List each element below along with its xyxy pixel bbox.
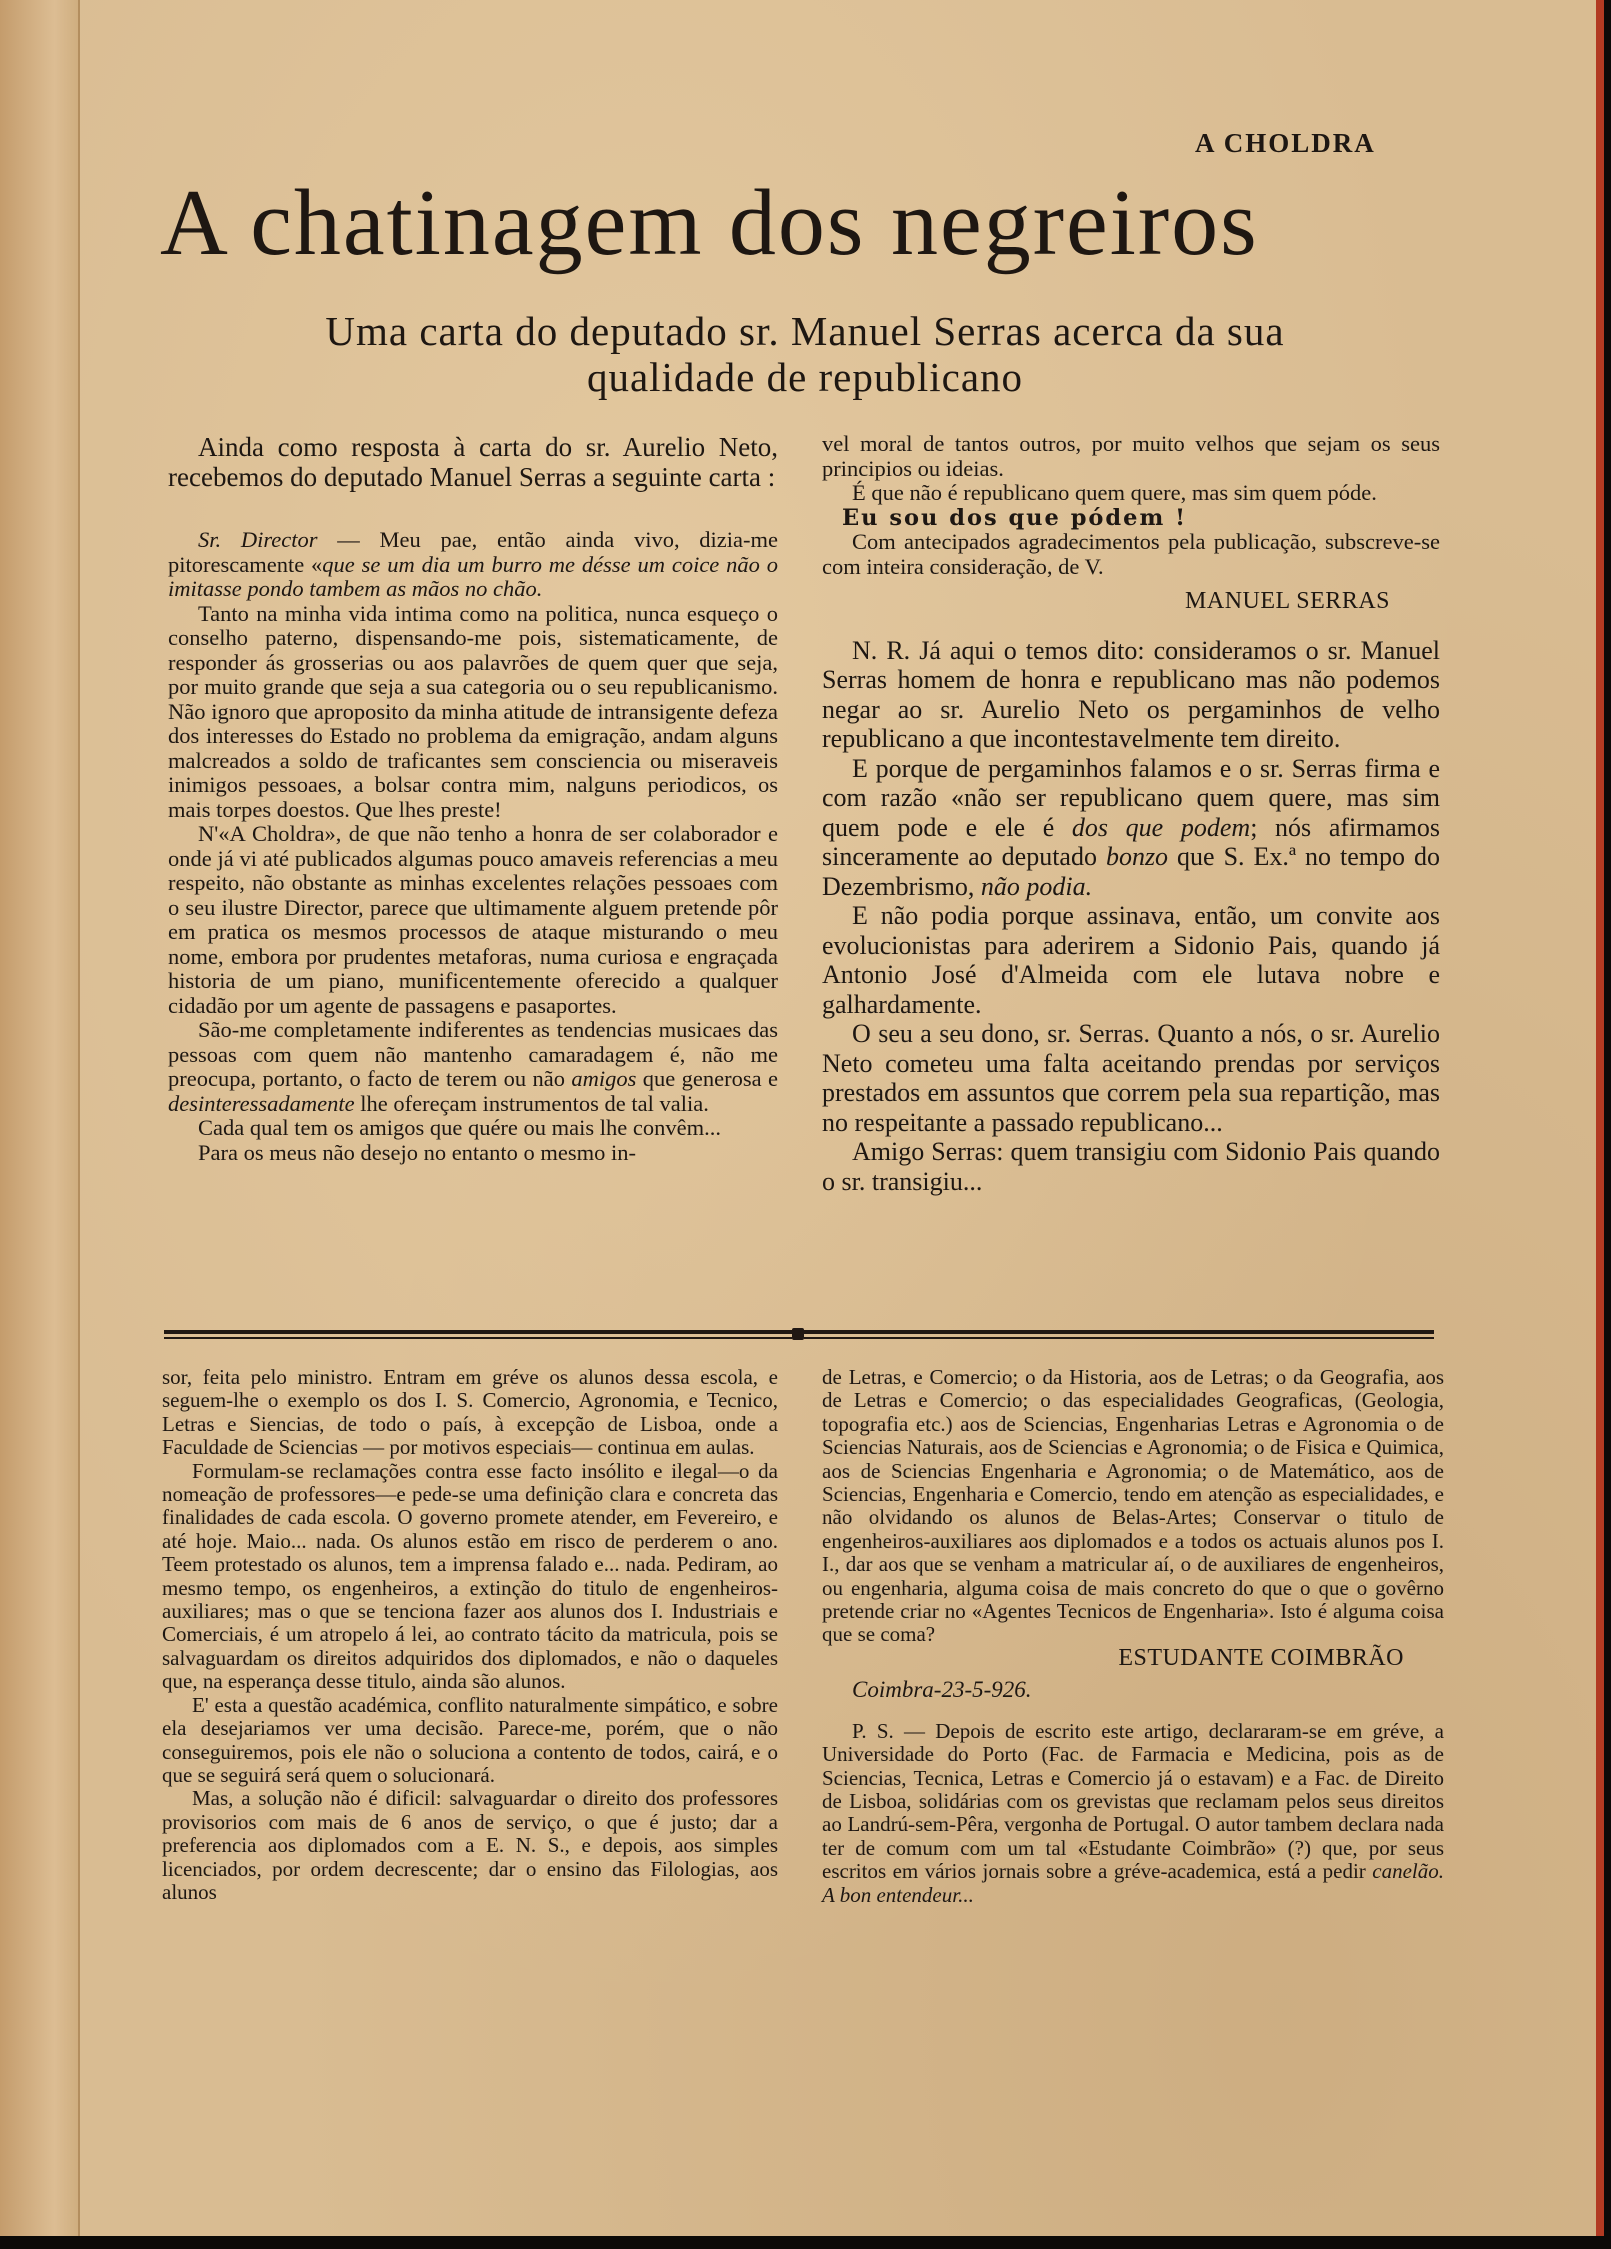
article-paragraph: de Letras, e Comercio; o da Historia, aos de Letras; o da Geografia, aos de Letras e Comercio; o das especialidades Geograficas, (Geologia, topografia etc.) aos de Sciencias, Engenharias Letras e Agronomia o de Sciencias Naturais, aos de Sciencias e Agronomia; o de Fisica e Quimica, aos de Sciencias Engenharia e Agronomia; o de Matemático, aos de Sciencias, Engenharia e Comercio, tendo em atenção as especialidades, e não olvidando os alunos de Belas-Artes; Conservar o titulo de engenheiros-auxiliares aos diplomados e a todos os actuais alunos pos I. I., dar aos que se venham a matricular aí, o de auxiliares de engenheiros, ou engenharia, alguma coisa de mais concreto do que o que o govêrno pretende criar no «Agentes Tecnicos de Engenharia». Isto é alguma coisa que se coma? [822,1365,1444,1647]
letter-motto: Eu sou dos que pódem ! [842,504,1187,531]
letter-text: — Meu pae, então ainda vivo, dizia-me pitorescamente « [168,527,779,577]
article-date: Coimbra-23-5-926. [852,1677,1032,1703]
section-divider-left [164,1330,792,1339]
reply-paragraph: E não podia porque assinava, então, um convite aos evolucionistas para aderirem a Sidonio Pais, quando já Antonio José d'Almeida com ele lutava nobre e galhardamente. [822,901,1440,1019]
article-paragraph: E' esta a questão académica, conflito naturalmente simpático, e sobre ela desejariamos ver uma decisão. Parece-me, porém, que o não conseguiremos, pois ele não o soluciona a contento de todos, cairá, e o que se seguirá será quem o solucionará. [162,1692,778,1787]
letter-paragraph [168,1018,778,1116]
letter-quote: que se um dia um burro me désse um coice não o imitasse pondo tambem as mãos no chão. [168,551,778,601]
letter-paragraph: É que não é republicano quem quere, mas sim quem póde. [852,480,1377,505]
subheadline: Uma carta do deputado sr. Manuel Serras acerca da sua qualidade de republicano [325,308,1285,400]
letter-column-right [822,432,1440,1196]
letter-paragraph: Para os meus não desejo no entanto o mesmo in- [198,1139,637,1165]
divider-ornament [792,1328,804,1340]
section-divider-right [804,1330,1434,1339]
letter-paragraph: vel moral de tantos outros, por muito velhos que sejam os seus principios ou ideias. [822,431,1440,481]
article-signature: ESTUDANTE COIMBRÃO [1118,1644,1404,1671]
letter-column-left [168,432,778,1165]
reply-paragraph: N. R. Já aqui o temos dito: consideramos o sr. Manuel Serras homem de honra e republicano mas não podemos negar ao sr. Aurelio Neto os pergaminhos de velho republicano a que incontestavelmente tem direito. [822,635,1440,753]
letter-paragraph: N'«A Choldra», de que não tenho a honra de ser colaborador e onde já vi até publicados algumas pouco amaveis referencias a meu respeito, não obstante as minhas excelentes relações pessoaes com o seu ilustre Director, parece que ultimamente alguem pretende pôr em pratica os mesmos processos de ataque misturando o meu nome, embora por prudentes metaforas, numa curiosa e engraçada historia de um piano, munificentemente oferecido a qualquer cidadão por um agente de passagens e pasaportes. [168,821,778,1018]
letter-paragraph: Cada qual tem os amigos que quére ou mais lhe convêm... [198,1115,721,1140]
letter-signature: MANUEL SERRAS [1185,588,1390,614]
lower-article-left [162,1366,778,1904]
letter-paragraph: Com antecipados agradecimentos pela publicação, subscreve-se com inteira consideração, de V. [822,529,1440,579]
editor-reply [822,636,1440,1197]
reply-text: E porque de pergaminhos falamos e o sr. Serras firma e com razão «não ser republicano quem quere, mas sim quem pode e ele é [822,753,1440,842]
letter-emphasis: amigos [571,1066,637,1091]
reply-paragraph: Amigo Serras: quem transigiu com Sidonio Pais quando o sr. transigiu... [822,1137,1440,1196]
reply-text: que S. Ex.ª no tempo do Dezembrismo, [822,842,1440,901]
publication-name: A CHOLDRA [1195,128,1376,158]
letter-text: São-me completamente indiferentes as tendencias musicaes das pessoas com quem não mantenho camaradagem é, não me preocupa, portanto, o facto de terem ou não [168,1017,778,1091]
letter-salutation: Sr. Director [198,527,318,552]
article-paragraph: Mas, a solução não é dificil: salvaguardar o direito dos professores provisorios com mais de 6 anos de serviço, o que é justo; dar a preferencia aos diplomados com a E. N. S., e depois, aos simples licenciados, por ordem decrescente; dar o ensino das Filologias, aos alunos [162,1786,778,1904]
reply-text: ; nós afirmamos sinceramente ao deputado [822,812,1441,871]
reply-paragraph [822,754,1440,902]
reply-paragraph: O seu a seu dono, sr. Serras. Quanto a nós, o sr. Aurelio Neto cometeu uma falta aceitando prendas por serviços prestados em assuntos que correm pela sua repartição, mas no respeitante a passado republicano... [822,1019,1440,1137]
letter-paragraph: Tanto na minha vida intima como na politica, nunca esqueço o conselho paterno, dispensando-me pois, sistematicamente, de responder ás grosserias ou aos palavrões de quem quer que seja, por muito grande que seja a sua categoria ou o seu republicanismo. Não ignoro que aproposito da minha atitude de intransigente defeza dos interesses do Estado no problema da emigração, andam alguns malcreados a soldo de traficantes sem consciencia ou miseraveis inimigos pessoaes, a bolsar contra mim, nalguns periodicos, os mais torpes doestos. Que lhes preste! [168,600,778,822]
page-edge [1596,0,1604,2236]
letter-intro: Ainda como resposta à carta do sr. Aurelio Neto, recebemos do deputado Manuel Serras a seguinte carta : [168,432,778,492]
article-paragraph: Formulam-se reclamações contra esse facto insólito e ilegal—o da nomeação de professores—e pede-se uma definição clara e concreta das finalidades de cada escola. O governo promete atender, em Fevereiro, e até hoje. Maio... nada. Os alunos estão em risco de perderem o ano. Teem protestado os alunos, tem a imprensa falado e... nada. Pediram, ao mesmo tempo, os engenheiros, a extinção do titulo de engenheiros-auxiliares; mas o que se tenciona fazer aos alunos dos I. Industriais e Comerciais, é um atropelo á lei, ao contrato tácito da matricula, pois se salvaguardam os direitos adquiridos dos diplomados, e não o daqueles que, na esperança desse titulo, ainda são alunos. [162,1458,778,1694]
postscript-text: P. S. — Depois de escrito este artigo, declararam-se em gréve, a Universidade do Porto (Fac. de Farmacia e Medicina, pois as de Sciencias, Tecnica, Letras e Comercio já o estavam) e a Fac. de Direito de Lisboa, solidárias com os grevistas que reclamam pelos seus direitos ao Landrú-sem-Pêra, vergonha de Portugal. O autor tambem declara nada ter de comum com um tal «Estudante Coimbrão» (?) que, por seus escritos em vários jornais sobre a gréve-academica, está a pedir [822,1718,1444,1884]
letter-text: lhe ofereçam instrumentos de tal valia. [354,1090,709,1116]
article-paragraph: sor, feita pelo ministro. Entram em gréve os alunos dessa escola, e seguem-lhe o exemplo os dos I. S. Comercio, Agronomia, e Tecnico, Letras e Siencias, de todo o país, à excepção de Lisboa, onde a Faculdade de Sciencias — por motivos especiais— continua em aulas. [162,1365,778,1460]
letter-paragraph [168,528,778,602]
page-fold [0,0,80,2236]
reply-emphasis: bonzo [1105,842,1169,871]
letter-text: que generosa e [636,1066,778,1091]
reply-emphasis: não podia. [980,871,1093,901]
letter-emphasis: desinteressadamente [168,1090,355,1116]
headline: A chatinagem dos negreiros [160,171,1259,275]
reply-emphasis: dos que podem [1071,812,1251,842]
postscript-emphasis: canelão. A bon entendeur... [822,1859,1444,1907]
lower-article-right [822,1366,1444,1907]
article-postscript [822,1720,1444,1907]
